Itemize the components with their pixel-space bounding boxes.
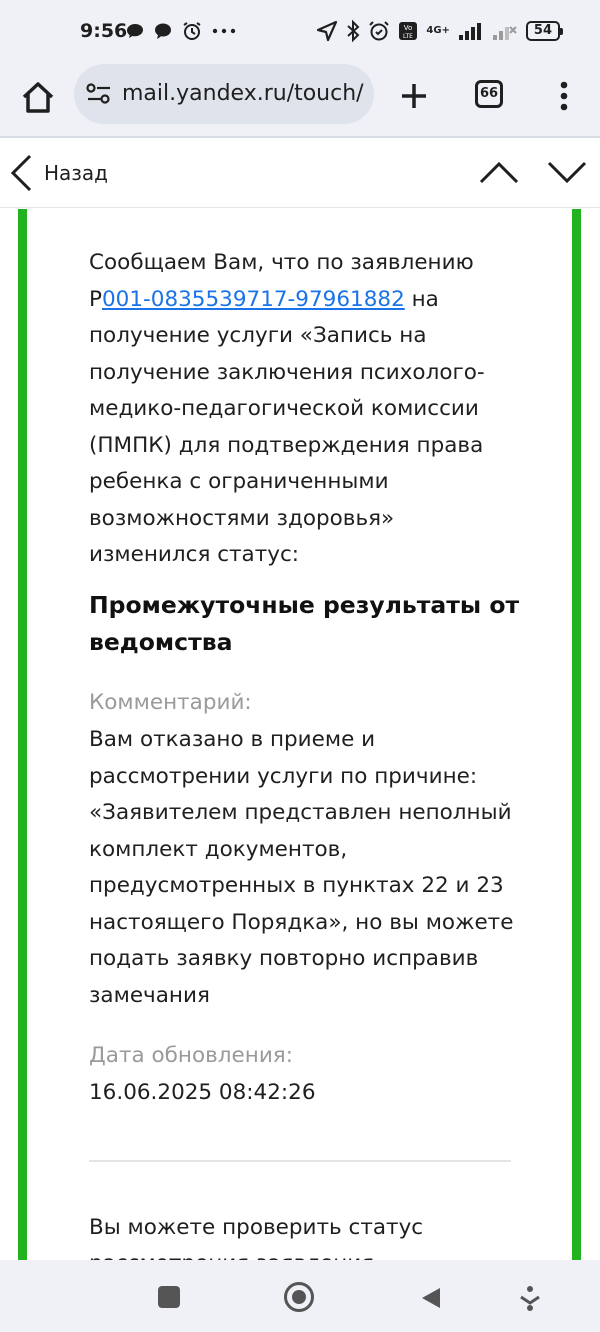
status-title: Промежуточные результаты от ведомства <box>89 591 520 656</box>
system-icons <box>316 20 560 42</box>
section-divider <box>89 1160 511 1162</box>
more-dots-icon <box>212 27 236 35</box>
browser-menu-icon[interactable] <box>550 76 578 116</box>
accent-border-left <box>18 209 27 1260</box>
update-date-value: 16.06.2025 08:42:26 <box>89 1080 316 1105</box>
status-time: 9:56 <box>80 20 128 42</box>
back-button[interactable] <box>8 150 108 196</box>
chevron-up-icon[interactable] <box>478 156 520 188</box>
volte-icon <box>398 21 418 41</box>
alarm-clock-icon <box>368 20 390 42</box>
network-type-label: 4G+ <box>426 25 450 36</box>
url-text[interactable]: mail.yandex.ru/touch/ <box>122 81 364 106</box>
message-intro <box>89 245 519 574</box>
site-settings-icon[interactable] <box>86 82 112 106</box>
assistant-icon[interactable] <box>518 1284 542 1312</box>
location-icon <box>316 20 338 42</box>
system-navigation-bar <box>0 1260 600 1332</box>
accent-border-right <box>572 209 581 1260</box>
new-tab-icon[interactable] <box>394 76 434 116</box>
tab-switcher-button[interactable]: 66 <box>475 80 503 108</box>
back-label[interactable]: Назад <box>44 161 109 185</box>
home-icon[interactable] <box>18 78 58 118</box>
back-triangle-icon[interactable] <box>420 1286 442 1310</box>
battery-indicator: 54 <box>526 21 560 41</box>
svg-text:LTE: LTE <box>403 33 414 40</box>
comment-text: Вам отказано в приеме и рассмотрении услуги по причине: «Заявителем представлен неполный комплект документов, предусмотренных в пунктах 22 и 23 настоящего Порядка», но вы можете подать заявку повторно исправив замечания <box>89 727 514 1008</box>
bluetooth-icon <box>346 20 360 42</box>
mail-navigation <box>0 138 600 208</box>
update-date-label: Дата обновления: <box>89 1043 293 1068</box>
alarm-icon <box>182 21 202 41</box>
message-body <box>0 209 600 1260</box>
signal-strength-icon <box>458 21 484 41</box>
home-button[interactable] <box>284 1282 314 1312</box>
chevron-left-icon <box>8 153 34 193</box>
status-bar <box>0 0 600 64</box>
check-status-text: Вы можете проверить статус <box>89 1215 424 1240</box>
signal-weak-icon <box>492 21 518 41</box>
message-icon <box>154 22 172 40</box>
intro-text-end: на получение услуги «Запись на получение заключения психолого-медико-педагогической комиссии (ПМПК) для подтверждения права ребенка с ограниченными возможностями здоровья» изменился статус: <box>89 286 485 567</box>
svg-text:Vo: Vo <box>404 24 413 32</box>
recent-apps-button[interactable] <box>158 1286 180 1308</box>
browser-toolbar <box>0 64 600 138</box>
application-number-link[interactable]: 001-0835539717-97961882 <box>101 286 405 312</box>
comment-label: Комментарий: <box>89 690 252 715</box>
address-bar[interactable] <box>74 64 374 124</box>
chat-bubble-icon <box>126 22 144 40</box>
chevron-down-icon[interactable] <box>546 156 588 188</box>
notification-icons <box>126 21 236 41</box>
intro-text-start: Сообщаем Вам, что по заявлению Р <box>89 250 474 312</box>
